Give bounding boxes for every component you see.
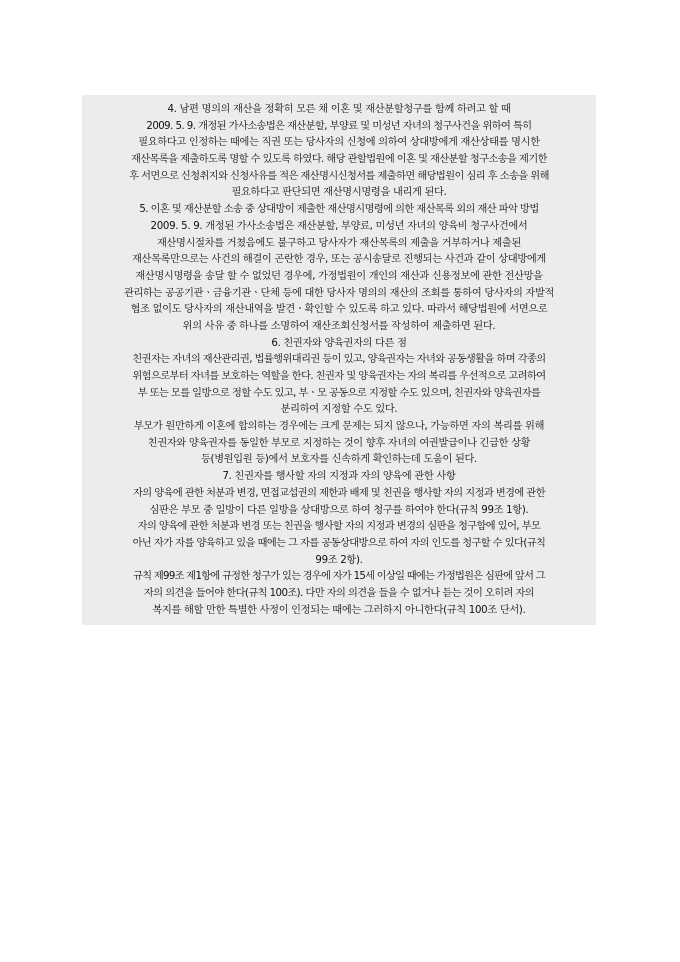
- text-line: 99조 2항).: [315, 554, 363, 566]
- text-line: 협조 없이도 당사자의 재산내역을 발견ㆍ확인할 수 있도록 하고 있다. 따라서 해당법원에 서면으로: [130, 304, 548, 316]
- text-line: 자의 양육에 관한 처분과 변경 또는 친권을 행사할 자의 지정과 변경의 심판을 청구함에 있어, 부모: [137, 521, 541, 533]
- text-line: 분리하여 지정할 수도 있다.: [280, 404, 398, 416]
- text-line: 아닌 자가 자를 양육하고 있을 때에는 그 자를 공동상대방으로 하여 자의 인도를 청구할 수 있다(규칙: [132, 537, 546, 549]
- text-line: 재산목록만으로는 사건의 해결이 곤란한 경우, 또는 공시송달로 진행되는 사건과 같이 상대방에게: [132, 254, 546, 266]
- text-line: 복지를 해할 만한 특별한 사정이 인정되는 때에는 그러하지 아니한다(규칙 100조 단서).: [152, 604, 526, 616]
- section-heading-7: 7. 친권자를 행사할 자의 지정과 자의 양육에 관한 사항: [222, 471, 456, 483]
- text-line: 필요하다고 인정하는 때에는 직권 또는 당사자의 신청에 의하여 상대방에게 재산상태를 명시한: [138, 137, 540, 149]
- text-line: 친권자와 양육권자를 동일한 부모로 지정하는 것이 향후 자녀의 여권발급이나 긴급한 상황: [147, 437, 531, 449]
- section-heading-6: 6. 친권자와 양육권자의 다른 점: [271, 337, 407, 349]
- text-line: 후 서면으로 신청취지와 신청사유를 적은 재산명시신청서를 제출하면 해당법원이 심리 후 소송을 위해: [129, 170, 549, 182]
- document-text-block: [82, 95, 596, 625]
- text-line: 위의 사유 중 하나를 소명하여 재산조회신청서를 작성하여 제출하면 된다.: [182, 320, 496, 332]
- text-line: 부모가 원만하게 이혼에 합의하는 경우에는 크게 문제는 되지 않으나, 가능하면 자의 복리를 위해: [133, 421, 545, 433]
- text-line: 관리하는 공공기관ㆍ금융기관ㆍ단체 등에 대한 당사자 명의의 재산의 조회를 통하여 당사자의 자발적: [123, 287, 555, 299]
- text-line: 재산목록을 제출하도록 명할 수 있도록 하였다. 해당 관할법원에 이혼 및 재산분할 청구소송을 제기한: [131, 154, 547, 166]
- text-line: 재산명시명령을 송달 할 수 없었던 경우에, 가정법원이 개인의 재산과 신용정보에 관한 전산망을: [135, 270, 543, 282]
- text-line: 필요하다고 판단되면 재산명시명령을 내리게 된다.: [231, 187, 447, 199]
- text-line: 2009. 5. 9. 개정된 가사소송법은 재산분할, 부양료 및 미성년 자녀의 청구사건을 위하여 특히: [146, 120, 532, 132]
- text-line: 자의 의견을 들어야 한다(규칙 100조). 다만 자의 의견을 들을 수 없거나 듣는 것이 오히려 자의: [143, 587, 535, 599]
- text-line: 자의 양육에 관한 처분과 변경, 면접교섭권의 제한과 배제 및 친권을 행사할 자의 지정과 변경에 관한: [133, 487, 545, 499]
- section-heading-4: 4. 남편 명의의 재산을 정확히 모른 채 이혼 및 재산분할청구를 함께 하려고 할 때: [167, 104, 511, 115]
- text-line: 규칙 제99조 제1항에 규정한 청구가 있는 경우에 자가 15세 이상일 때에는 가정법원은 심판에 앞서 그: [133, 571, 545, 583]
- text-line: 위험으로부터 자녀를 보호하는 역할을 한다. 친권자 및 양육권자는 자의 복리를 우선적으로 고려하여: [132, 371, 546, 382]
- text-line: 친권자는 자녀의 재산관리권, 법률행위대리권 등이 있고, 양육권자는 자녀와 공동생활을 하며 각종의: [132, 354, 546, 366]
- text-line: 심판은 부모 중 일방이 다른 일방을 상대방으로 하여 청구를 하여야 한다(규칙 99조 1항).: [149, 504, 529, 516]
- section-heading-5: 5. 이혼 및 재산분할 소송 중 상대방이 제출한 재산명시명령에 의한 재산목록 외의 재산 파악 방법: [139, 204, 539, 216]
- text-line: 2009. 5. 9. 개정된 가사소송법은 재산분할, 부양료, 미성년 자녀의 양육비 청구사건에서: [150, 220, 528, 232]
- text-line: 재산명시절차를 거쳤음에도 불구하고 당사자가 재산목록의 제출을 거부하거나 제출된: [156, 237, 522, 249]
- text-line: 부 또는 모를 일방으로 정할 수도 있고, 부ㆍ모 공동으로 지정할 수도 있으며, 친권자와 양육권자를: [137, 387, 541, 399]
- text-line: 등(병원입원 등)에서 보호자를 신속하게 확인하는데 도움이 된다.: [201, 454, 477, 466]
